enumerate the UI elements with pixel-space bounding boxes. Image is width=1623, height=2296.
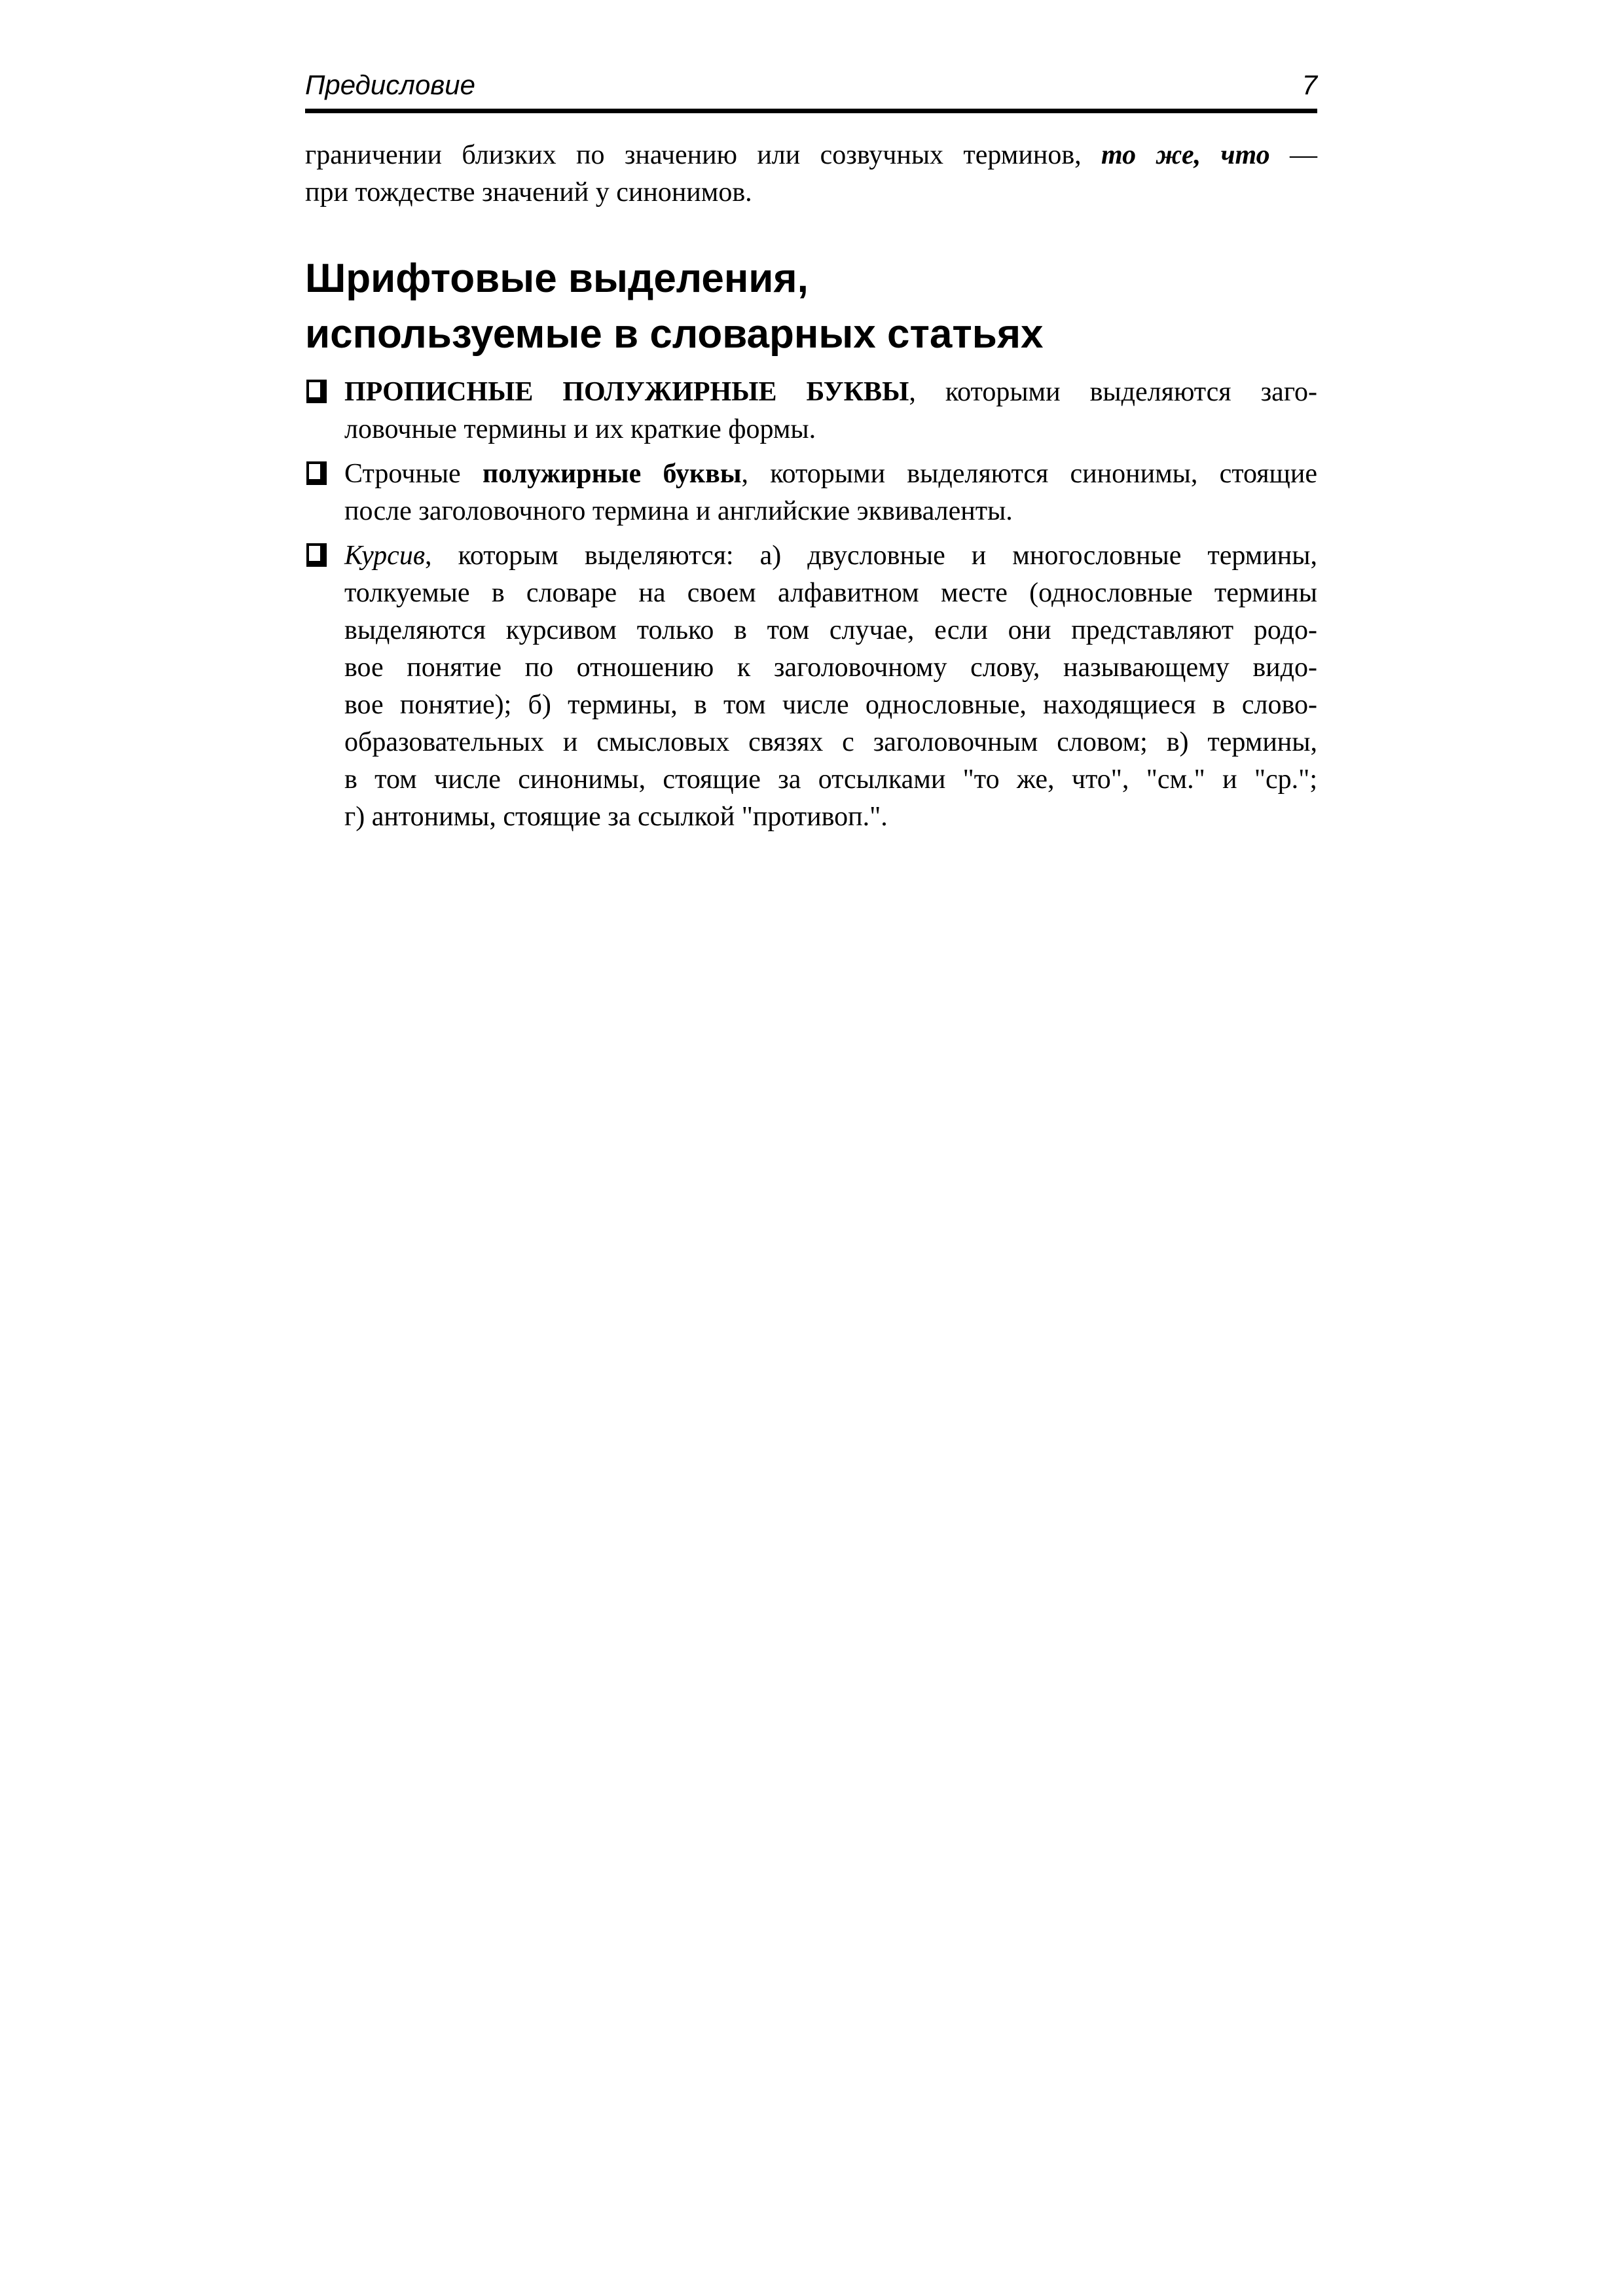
text-line	[344, 724, 1317, 761]
header-rule	[305, 109, 1317, 113]
bullet-list	[305, 374, 1317, 836]
text-line	[305, 174, 1317, 211]
text-segment: г) антонимы, стоящие за ссылкой "противоп.".	[344, 802, 888, 832]
text-line	[344, 374, 1317, 411]
text-segment: образовательных и смысловых связях с заголовочным словом; в) термины,	[344, 727, 1317, 757]
section-heading-line2: используемые в словарных статьях	[305, 312, 1044, 357]
text-line	[344, 687, 1317, 724]
text-line	[344, 761, 1317, 798]
text-segment: то же, что	[1101, 140, 1270, 170]
text-segment: ловочные термины и их краткие формы.	[344, 414, 816, 444]
text-line	[344, 798, 1317, 836]
square-bullet-icon	[306, 380, 327, 403]
text-segment: , которыми выделяются синонимы, стоящие	[741, 459, 1318, 489]
text-segment: после заголовочного термина и английские эквиваленты.	[344, 496, 1013, 526]
text-line	[344, 575, 1317, 612]
text-segment: , которым выделяются: а) двусловные и многословные термины,	[425, 541, 1317, 571]
text-segment: в том числе синонимы, стоящие за отсылками "то же, что", "см." и "ср.";	[344, 764, 1317, 795]
document-page	[305, 69, 1317, 843]
square-bullet-icon	[306, 461, 327, 485]
text-segment: толкуемые в словаре на своем алфавитном месте (однословные термины	[344, 578, 1317, 608]
square-bullet-icon	[306, 543, 327, 567]
text-line	[344, 493, 1317, 530]
bullet-item	[305, 537, 1317, 836]
text-segment: , которыми выделяются заго-	[909, 377, 1317, 407]
text-line	[344, 537, 1317, 575]
section-heading-line1: Шрифтовые выделения,	[305, 256, 809, 301]
text-line	[344, 649, 1317, 687]
text-segment: вое понятие); б) термины, в том числе однословные, находящиеся в слово-	[344, 690, 1317, 720]
text-line	[344, 411, 1317, 448]
bullet-item	[305, 456, 1317, 530]
text-segment: вое понятие по отношению к заголовочному слову, называющему видо-	[344, 653, 1317, 683]
text-segment: выделяются курсивом только в том случае, если они представляют родо-	[344, 615, 1317, 645]
continuation-paragraph	[305, 137, 1317, 211]
page-number: 7	[1302, 69, 1317, 100]
section-heading	[305, 251, 1317, 362]
text-line	[344, 456, 1317, 493]
running-head	[305, 69, 1317, 101]
text-segment: —	[1269, 140, 1318, 170]
text-segment: Строчные	[344, 459, 483, 489]
text-segment: полужирные буквы	[482, 459, 742, 489]
text-line	[305, 137, 1317, 174]
bullet-item	[305, 374, 1317, 448]
text-line	[344, 612, 1317, 649]
running-head-title: Предисловие	[305, 69, 475, 100]
text-segment: Курсив	[344, 541, 426, 571]
text-segment: при тождестве значений у синонимов.	[305, 177, 752, 207]
text-segment: граничении близких по значению или созвучных терминов,	[305, 140, 1102, 170]
text-segment: ПРОПИСНЫЕ ПОЛУЖИРНЫЕ БУКВЫ	[344, 377, 909, 407]
